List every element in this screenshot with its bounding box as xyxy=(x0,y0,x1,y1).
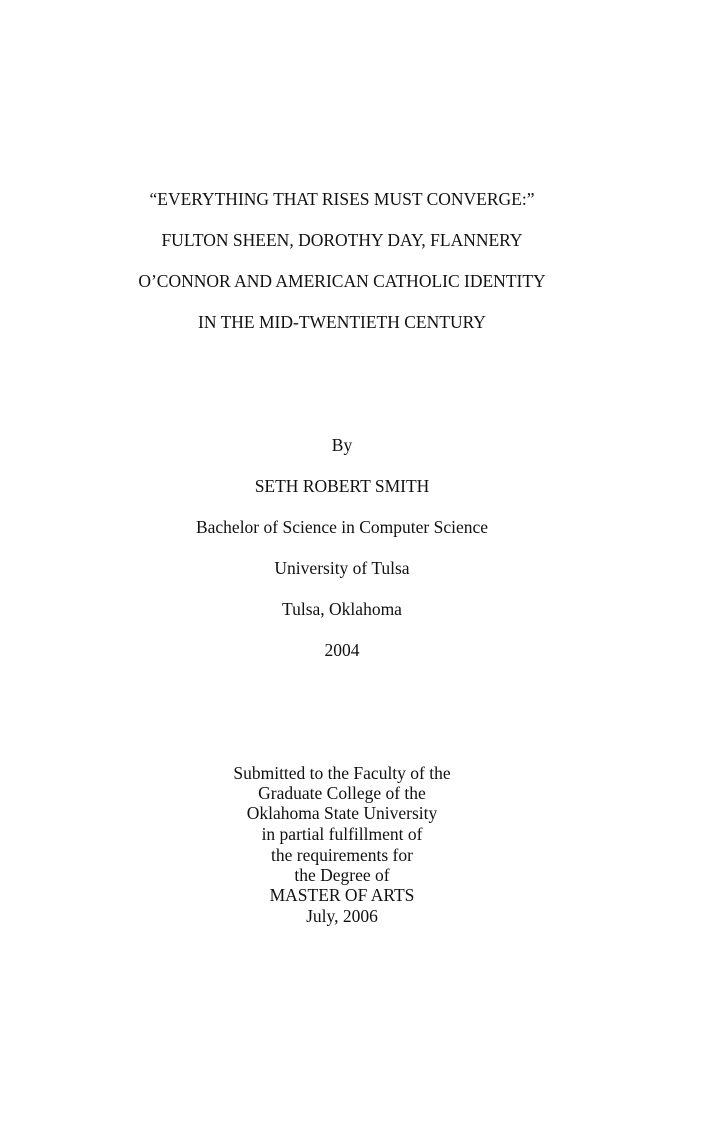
title-line-4: IN THE MID-TWENTIETH CENTURY xyxy=(198,312,486,332)
submission-line-1: Submitted to the Faculty of the xyxy=(233,763,451,783)
submission-line-6: the Degree of xyxy=(294,865,390,885)
submission-date: July, 2006 xyxy=(306,906,378,926)
title-line-1: “EVERYTHING THAT RISES MUST CONVERGE:” xyxy=(149,189,535,209)
degree-name: MASTER OF ARTS xyxy=(269,885,415,905)
submission-line-5: the requirements for xyxy=(271,845,413,865)
prior-year: 2004 xyxy=(324,640,360,660)
submission-line-4: in partial fulfillment of xyxy=(261,824,423,844)
by-label: By xyxy=(331,435,353,455)
title-line-2: FULTON SHEEN, DOROTHY DAY, FLANNERY xyxy=(161,230,523,250)
prior-degree: Bachelor of Science in Computer Science xyxy=(195,517,489,537)
prior-location: Tulsa, Oklahoma xyxy=(282,599,402,619)
submission-line-2: Graduate College of the xyxy=(258,783,426,803)
title-line-3: O’CONNOR AND AMERICAN CATHOLIC IDENTITY xyxy=(138,271,546,291)
submission-line-3: Oklahoma State University xyxy=(246,803,438,823)
prior-university: University of Tulsa xyxy=(274,558,410,578)
author-name: SETH ROBERT SMITH xyxy=(254,476,430,496)
